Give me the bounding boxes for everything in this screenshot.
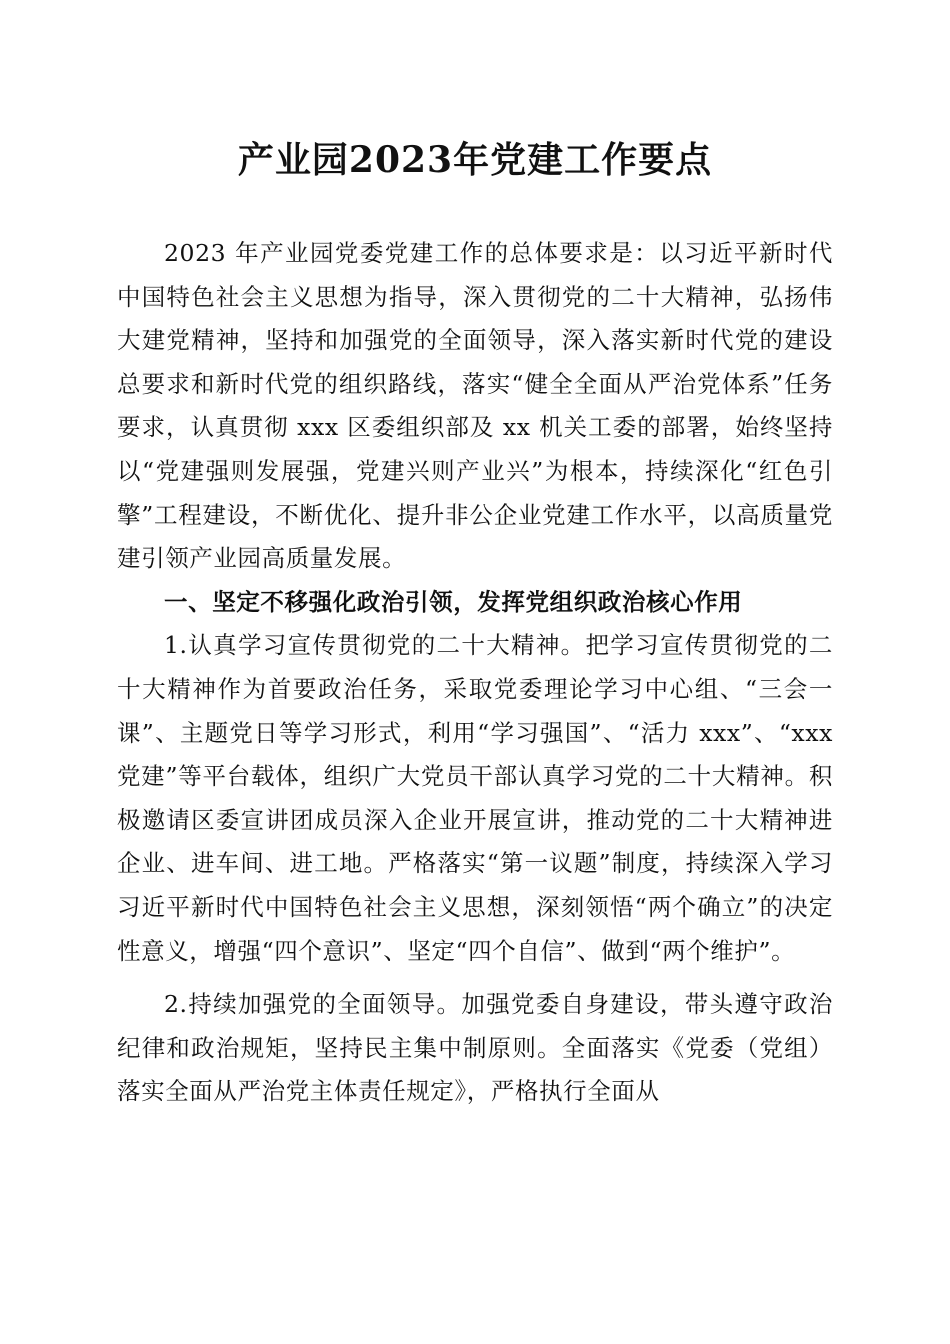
document-title: 产业园2023年党建工作要点 xyxy=(237,139,713,181)
item-2-paragraph: 2.持续加强党的全面领导。加强党委自身建设，带头遵守政治纪律和政治规矩，坚持民主集中制原则。全面落实《党委（党组）落实全面从严治党主体责任规定》，严格执行全面从 xyxy=(117,990,833,1106)
section-heading: 一、坚定不移强化政治引领，发挥党组织政治核心作用 xyxy=(164,587,743,616)
intro-paragraph: 2023 年产业园党委党建工作的总体要求是：以习近平新时代中国特色社会主义思想为指导，深入贯彻党的二十大精神，弘扬伟大建党精神，坚持和加强党的全面领导，深入落实新时代党的建设总要求和新时代党的组织路线，落实“健全全面从严治党体系”任务要求，认真贯彻 xxx 区委组织部及 xx 机关工委的部署，始终坚持以“党建强则发展强，党建兴则产业兴”为根本，持续深化“红色引擎”工程建设，不断优化、提升非公企业党建工作水平，以高质量党建引领产业园高质量发展。 xyxy=(117,239,833,573)
item-1-paragraph: 1.认真学习宣传贯彻党的二十大精神。把学习宣传贯彻党的二十大精神作为首要政治任务，采取党委理论学习中心组、“三会一课”、主题党日等学习形式，利用“学习强国”、“活力 xxx”、“xxx 党建”等平台载体，组织广大党员干部认真学习党的二十大精神。积极邀请区委宣讲团成员深入企业开展宣讲，推动党的二十大精神进企业、进车间、进工地。严格落实“第一议题”制度，持续深入学习习近平新时代中国特色社会主义思想，深刻领悟“两个确立”的决定性意义，增强“四个意识”、坚定“四个自信”、做到“两个维护”。 xyxy=(117,631,833,965)
document-body xyxy=(117,232,833,1114)
